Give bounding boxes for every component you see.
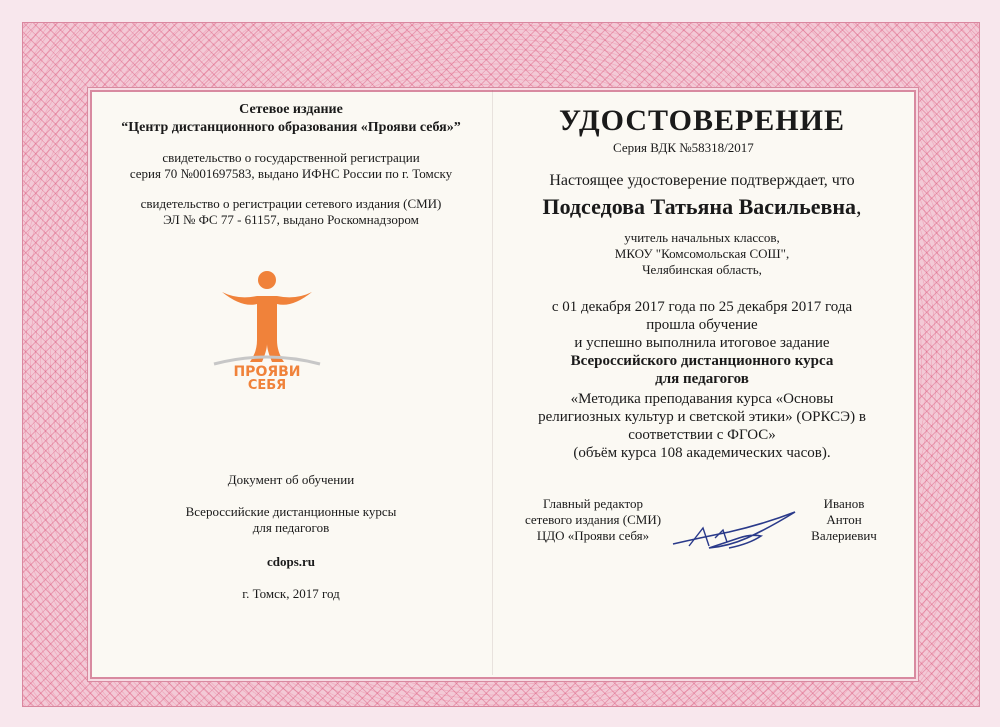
registration-number: серия 70 №001697583, выдано ИФНС России по г. Томску — [129, 166, 453, 181]
editor-surname: Иванов — [823, 496, 865, 511]
registration-label: свидетельство о государственной регистрации — [162, 150, 420, 165]
proyavi-sebya-logo — [212, 270, 322, 390]
editor-title-line1: Главный редактор — [543, 496, 643, 511]
certificate-heading: УДОСТОВЕРЕНИЕ — [559, 104, 845, 137]
course-topic-line1: «Методика преподавания курса «Основы — [570, 391, 834, 407]
course-dates: с 01 декабря 2017 года по 25 декабря 2017 года — [551, 299, 853, 315]
editor-patronymic: Валериевич — [811, 528, 877, 543]
recipient-name — [493, 194, 911, 220]
recipient-name-comma: , — [856, 194, 862, 219]
completion-line1: прошла обучение — [646, 317, 758, 333]
course-volume: (объём курса 108 академических часов). — [573, 445, 831, 461]
completion-line2: и успешно выполнила итоговое задание — [574, 335, 830, 351]
handwritten-signature — [669, 508, 799, 552]
publisher-title: Сетевое издание — [239, 102, 343, 117]
recipient-school: МКОУ "Комсомольская СОШ", — [614, 246, 790, 261]
editor-first-name: Антон — [826, 512, 862, 527]
website: cdops.ru — [266, 554, 316, 569]
editor-title — [513, 496, 673, 544]
media-registration-label: свидетельство о регистрации сетевого издания (СМИ) — [140, 196, 442, 211]
publisher-name: “Центр дистанционного образования «Прояви себя»” — [121, 120, 461, 135]
course-topic-line3: соответствии с ФГОС» — [628, 427, 776, 443]
logo-text-line1: ПРОЯВИ — [233, 364, 301, 380]
recipient-region: Челябинская область, — [642, 262, 762, 277]
editor-name — [799, 496, 889, 544]
media-registration-number: ЭЛ № ФС 77 - 61157, выдано Роскомнадзором — [163, 212, 419, 227]
course-type-line2: для педагогов — [252, 520, 330, 535]
left-panel — [92, 92, 490, 673]
city-year: г. Томск, 2017 год — [242, 586, 340, 601]
logo-text-line2: СЕБЯ — [247, 378, 287, 390]
document-type: Документ об обучении — [227, 472, 355, 487]
course-name-line1: Всероссийского дистанционного курса — [570, 353, 834, 369]
certificate-series: Серия ВДК №58318/2017 — [613, 140, 754, 155]
recipient-position: учитель начальных классов, — [624, 230, 780, 245]
course-name-line2: для педагогов — [655, 371, 749, 387]
course-type-line1: Всероссийские дистанционные курсы — [185, 504, 397, 519]
recipient-name-text: Подседова Татьяна Васильевна — [542, 194, 857, 219]
editor-title-line3: ЦДО «Прояви себя» — [536, 528, 650, 543]
confirm-text: Настоящее удостоверение подтверждает, что — [549, 172, 855, 189]
course-topic-line2: религиозных культур и светской этики» (ОРКСЭ) в — [538, 409, 866, 425]
editor-title-line2: сетевого издания (СМИ) — [524, 512, 662, 527]
right-panel — [493, 92, 911, 673]
